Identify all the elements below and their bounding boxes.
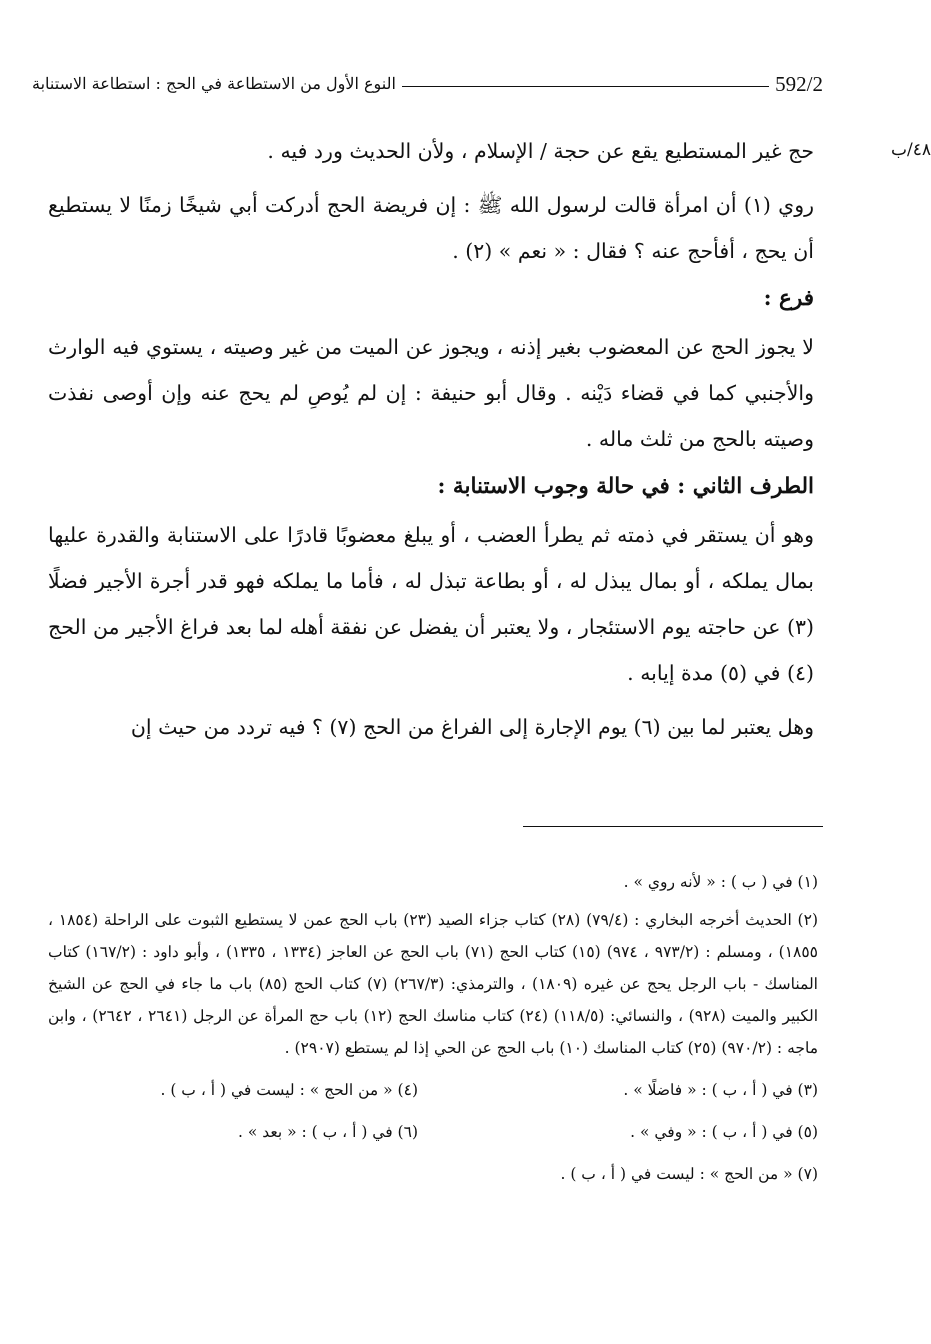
- section-heading: الطرف الثاني : في حالة وجوب الاستنابة :: [437, 474, 814, 499]
- footnote-3: (٣) في ( أ ، ب ) : « فاضلًا » .: [623, 1081, 818, 1099]
- page-number: 592/2: [769, 72, 823, 97]
- paragraph-5: وهل يعتبر لما بين (٦) يوم الإجارة إلى الفراغ من الحج (٧) ؟ فيه تردد من حيث إن: [130, 715, 814, 739]
- footnote-7: (٧) « من الحج » : ليست في ( أ ، ب ) .: [560, 1165, 818, 1183]
- footnotes: [48, 866, 818, 1190]
- footnote-5: (٥) في ( أ ، ب ) : « وفي » .: [630, 1123, 818, 1141]
- paragraph-3: لا يجوز الحج عن المعضوب بغير إذنه ، ويجوز عن الميت من غير وصيته ، يستوي فيه الوارث والأجنبي كما في قضاء دَيْنه . وقال أبو حنيفة : إن لم يُوصِ لم يحج عنه وإن أوصى نفذت وصيته بالحج من ثلث ماله .: [48, 335, 814, 451]
- footnote-1: (١) في ( ب ) : « لأنه روي » .: [623, 873, 818, 891]
- running-title: النوع الأول من الاستطاعة في الحج : استطاعة الاستنابة: [32, 74, 402, 93]
- footnote-2: (٢) الحديث أخرجه البخاري : (٧٩/٤) (٢٨) كتاب جزاء الصيد (٢٣) باب الحج عمن لا يستطيع الثبوت على الراحلة (١٨٥٤ ، ١٨٥٥) ، ومسلم : (٩٧٣/٢ ، ٩٧٤) (١٥) كتاب الحج (٧١) باب الحج عن العاجز (١٣٣٤ ، ١٣٣٥) ، وأبو داود : (١٦٧/٢) كتاب المناسك - باب الرجل يحج عن غيره (١٨٠٩) ، والترمذي: (٢٦٧/٣) (٧) كتاب الحج (٨٥) باب ما جاء في الحج عن الشيخ الكبير والميت (٩٢٨) ، والنسائي: (١١٨/٥) (٢٤) كتاب مناسك الحج (١٢) باب حج المرأة عن الرجل (٢٦٤١ ، ٢٦٤٢) ، وابن ماجه : (٩٧٠/٢) (٢٥) كتاب المناسك (١٠) باب الحج عن الحي إذا لم يستطع (٢٩٠٧) .: [48, 911, 819, 1057]
- paragraph-4: وهو أن يستقر في ذمته ثم يطرأ العضب ، أو يبلغ معضوبًا قادرًا على الاستنابة والقدرة عليها بمال يملكه ، أو بمال يبذل له ، أو بطاعة تبذل له ، فأما ما يملكه فهو قدر أجرة الأجير فضلًا (٣) عن حاجته يوم الاستئجار ، ولا يعتبر أن يفضل عن نفقة أهله لما بعد فراغ الأجير من الحج (٤) في (٥) مدة إيابه .: [48, 523, 814, 685]
- main-text: [48, 128, 814, 750]
- footnote-separator: [523, 826, 823, 827]
- far-heading: فرع :: [763, 286, 814, 311]
- footnote-4: (٤) « من الحج » : ليست في ( أ ، ب ) .: [160, 1081, 418, 1099]
- paragraph-2: روي (١) أن امرأة قالت لرسول الله ﷺ : إن فريضة الحج أدركت أبي شيخًا زمنًا لا يستطيع أن يحج ، أفأحج عنه ؟ فقال : « نعم » (٢) .: [48, 193, 815, 263]
- footnote-6: (٦) في ( أ ، ب ) : « بعد » .: [237, 1123, 418, 1141]
- manuscript-margin-note: ٤٨/ب: [891, 140, 931, 160]
- footnote-row-3-4: [48, 1074, 818, 1106]
- footnote-row-5-6: [48, 1116, 818, 1148]
- paragraph-1: حج غير المستطيع يقع عن حجة / الإسلام ، ولأن الحديث ورد فيه .: [267, 139, 814, 163]
